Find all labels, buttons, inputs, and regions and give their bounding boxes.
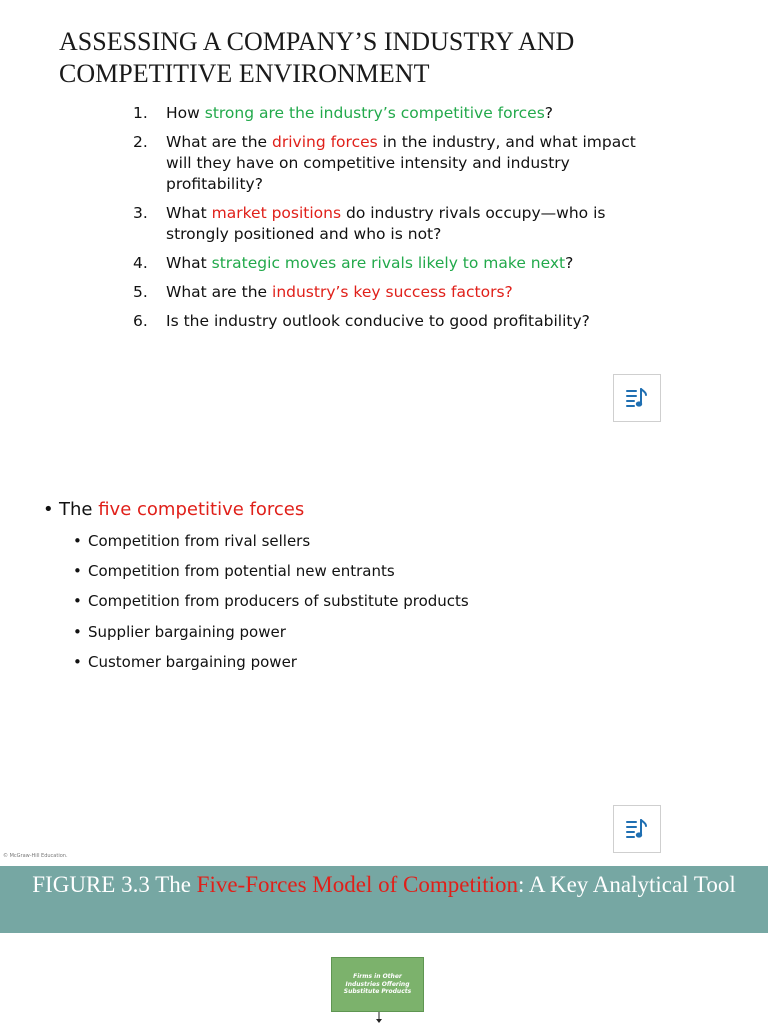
- figure-highlight: Five-Forces Model of Competition: [196, 872, 518, 897]
- forces-list: [73, 531, 663, 672]
- force-label: Supplier bargaining power: [88, 622, 286, 641]
- question-item: [133, 103, 653, 124]
- audio-playlist-icon: [624, 816, 650, 842]
- figure-label: FIGURE 3.3 The: [32, 872, 197, 897]
- bullet: •: [73, 652, 82, 671]
- question-highlight: industry’s key success factors?: [272, 283, 513, 301]
- question-item: [133, 253, 653, 274]
- question-number: 4.: [133, 254, 148, 272]
- bullet: •: [73, 622, 82, 641]
- list-item: [73, 561, 663, 581]
- copyright-note: © McGraw-Hill Education.: [3, 853, 68, 859]
- bullet: •: [73, 532, 82, 550]
- question-item: [133, 282, 653, 303]
- question-text: in the industry, and what impact will they have on competitive intensity and industry profitability?: [166, 133, 636, 193]
- question-highlight: strong are the industry’s competitive forces: [204, 104, 545, 122]
- audio-playlist-icon: [624, 385, 650, 411]
- bullet: •: [73, 562, 82, 581]
- figure-rest: : A Key Analytical Tool: [518, 872, 736, 897]
- question-text: Is the industry outlook conducive to good profitability?: [166, 312, 590, 330]
- arrow-down-icon: [374, 1012, 384, 1024]
- question-text: What: [166, 204, 212, 222]
- figure-banner: [0, 866, 768, 933]
- question-highlight: strategic moves are rivals likely to make next: [211, 254, 566, 272]
- forces-heading-prefix: The: [59, 499, 93, 520]
- substitutes-box: Firms in Other Industries Offering Substitute Products: [331, 957, 424, 1012]
- question-highlight: market positions: [211, 204, 342, 222]
- audio-button[interactable]: [613, 805, 661, 853]
- list-item: [73, 622, 663, 642]
- question-item: [133, 311, 653, 332]
- question-text: do industry rivals occupy—who is strongly positioned and who is not?: [166, 204, 606, 243]
- bullet: •: [43, 499, 54, 520]
- question-number: 6.: [133, 312, 148, 330]
- question-number: 3.: [133, 204, 148, 222]
- question-text: What are the: [166, 133, 273, 151]
- force-label: Competition from potential new entrants: [88, 562, 395, 581]
- question-text: ?: [565, 254, 574, 272]
- question-list: [133, 103, 653, 340]
- force-label: Customer bargaining power: [88, 652, 297, 671]
- five-forces-section: [43, 497, 663, 682]
- audio-button[interactable]: [613, 374, 661, 422]
- question-item: [133, 203, 653, 245]
- force-label: Competition from rival sellers: [88, 532, 311, 550]
- question-item: [133, 132, 653, 195]
- forces-heading: [43, 497, 663, 523]
- forces-heading-highlight: five competitive forces: [98, 499, 305, 520]
- slide-title: ASSESSING A COMPANY’S INDUSTRY AND COMPETITIVE ENVIRONMENT: [59, 27, 575, 88]
- question-text: How: [166, 104, 205, 122]
- question-text: ?: [544, 104, 554, 122]
- question-number: 1.: [133, 104, 148, 122]
- question-number: 2.: [133, 133, 148, 151]
- question-text: What are the: [166, 283, 273, 301]
- bullet: •: [73, 592, 82, 611]
- list-item: [73, 652, 663, 672]
- force-label: Competition from producers of substitute products: [88, 592, 469, 611]
- question-text: What: [166, 254, 212, 272]
- list-item: [73, 591, 663, 611]
- list-item: [73, 531, 663, 551]
- question-highlight: driving forces: [272, 133, 378, 151]
- question-number: 5.: [133, 283, 148, 301]
